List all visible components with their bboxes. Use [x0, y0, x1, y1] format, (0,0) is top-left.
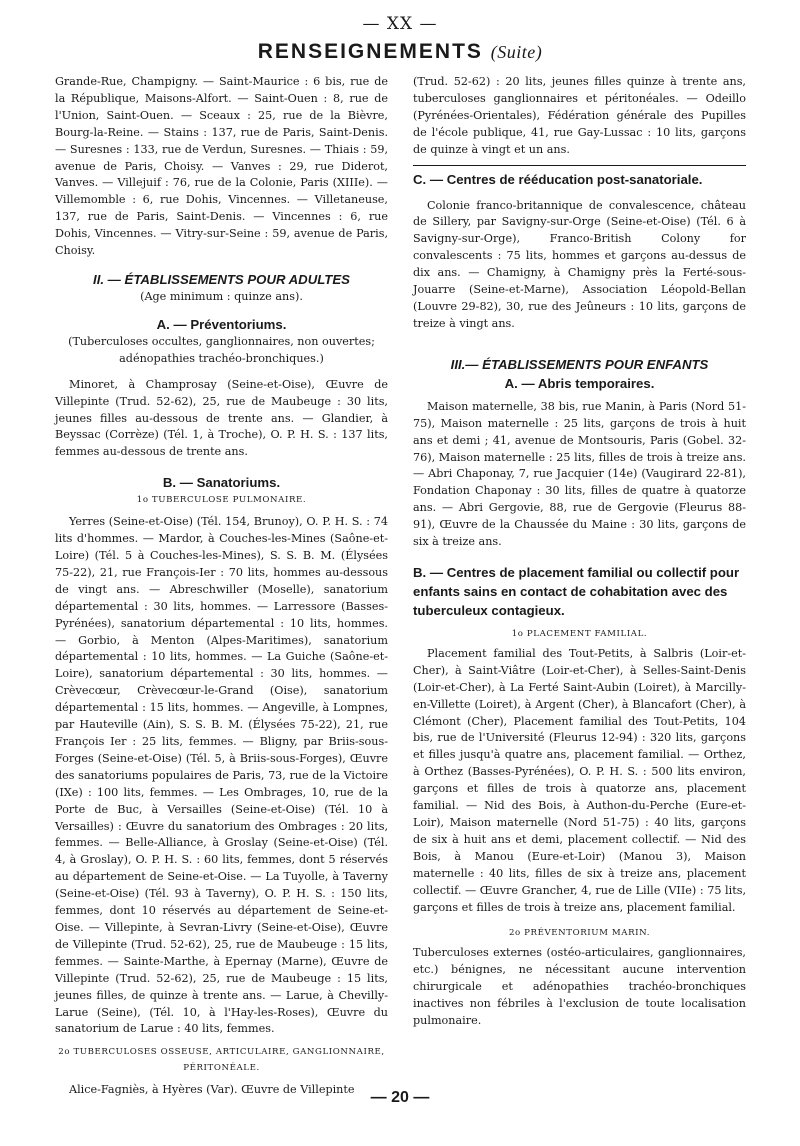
- reeducation-text: Colonie franco-britannique de convalescence, château de Sillery, par Savigny-sur-Orge (Seine-et-Oise) (Tél. 6 à Savigny-sur-Orge), Franco-British Colony for convalescents : 75 lits, hommes et garçons au-dessus de dix ans. — Chamigny, à Chamigny près la Ferté-sous-Jouarre (Seine-et-Marne), Association Léopold-Bellan (Louvre 29-82), 30, rue des Jeûneurs : 10 lits, garçons de treize à vingt ans.: [413, 198, 746, 330]
- placement-familial-caption: 1o PLACEMENT FAMILIAL.: [511, 628, 648, 639]
- title-suite: (Suite): [490, 42, 543, 62]
- sanatoriums-text: Yerres (Seine-et-Oise) (Tél. 154, Brunoy), O. P. H. S. : 74 lits d'hommes. — Mardor, à Couches-les-Mines (Saône-et-Loire) (Tél. 5 à Couches-les-Mines), S. S. B. M. (Élysées 75-22), 21, rue François-Ier : 70 lits, hommes au-dessous de vingt ans. — Abreschwiller (Moselle), sanatorium départemental : 30 lits, hommes. — Larressore (Basses-Pyrénées), sanatorium départemental : 10 lits, hommes. — Gorbio, à Menton (Alpes-Maritimes), sanatorium départemental : 10 lits, hommes. — La Guiche (Saône-et-Loire), sanatorium départemental : 30 lits, hommes. — Crèvecœur, Crèvecœur-le-Grand (Oise), sanatorium départemental : 15 lits, hommes. — Angeville, à Lompnes, par Hauteville (Ain), S. S. B. M. (Élysées 75-22), 21, rue François Ier : 25 lits, femmes. — Bligny, par Briis-sous-Forges (Seine-et-Oise) (Tél. 5, à Briis-sous-Forges), Œuvre des sanatoriums populaires de Paris, 73, rue de la Victoire (IXe) : 100 lits, femmes. — Les Ombrages, 10, rue de la Porte de Buc, à Versailles (Seine-et-Oise) (Tél. 10 à Versailles) : Œuvre du sanatorium des Ombrages : 20 lits, femmes. — Belle-Alliance, à Groslay (Seine-et-Oise) (Tél. 4, à Groslay), O. P. H. S. : 60 lits, femmes, dont 5 réservés au département de Seine-et-Oise. — La Tuyolle, à Taverny (Seine-et-Oise) (Tél. 93 à Taverny), O. P. H. S. : 150 lits, femmes, dont 10 réservés au département de Seine-et-Oise. — Villepinte, à Sevran-Livry (Seine-et-Oise), Œuvre de Villepinte (Trud. 52-62), 25, rue de Maubeuge : 15 lits, femmes. — Sainte-Marthe, à Epernay (Marne), Œuvre de Villepinte (Trud. 52-62), 25, rue de Maubeuge : 15 lits, jeunes filles, de quinze à trente ans. — Larue, à Chevilly-Larue (Seine), (Tél. 10, à l'Hay-les-Roses), Œuvre du sanatorium de Larue : 40 lits, femmes.: [55, 515, 388, 1036]
- tuberculose-pulmonaire-caption: 1o TUBERCULOSE PULMONAIRE.: [136, 495, 307, 506]
- reeducation-heading: C. — Centres de rééducation post-sanatoriale.: [413, 171, 703, 187]
- title-main: RENSEIGNEMENTS: [257, 40, 483, 63]
- preventoriums-text: Minoret, à Champrosay (Seine-et-Oise), Œuvre de Villepinte (Trud. 52-62), 25, rue de Maubeuge : 30 lits, jeunes filles au-dessous de trente ans. — Glandier, à Beyssac (Corrèze) (Tél. 1, à Troche), O. P. H. S. : 137 lits, femmes au-dessous de trente ans.: [55, 377, 388, 459]
- roman-page-number: — XX —: [362, 14, 438, 34]
- section-ii-heading: II. — ÉTABLISSEMENTS POUR ADULTES: [93, 271, 350, 287]
- tuberculoses-osseuse-caption: 2o TUBERCULOSES OSSEUSE, ARTICULAIRE, GANGLIONNAIRE, PÉRITONÉALE.: [58, 1047, 385, 1074]
- abris-heading: A. — Abris temporaires.: [504, 375, 655, 391]
- page-title: [0, 40, 800, 64]
- preventoriums-note: (Tuberculoses occultes, ganglionnaires, non ouvertes; adénopathies trachéo-bronchiques.): [68, 334, 375, 365]
- page-number: — 20 —: [370, 1089, 430, 1106]
- continuation-paragraph: (Trud. 52-62) : 20 lits, jeunes filles quinze à trente ans, tuberculoses ganglionnaires et péritonéales. — Odeillo (Pyrénées-Orientales), Fédération générale des Pupilles de l'école publique, 41, rue Gay-Lussac : 10 lits, garçons de quinze à vingt et un ans.: [413, 75, 746, 156]
- preventorium-marin-caption: 2o PRÉVENTORIUM MARIN.: [508, 928, 651, 939]
- placement-familial-text: Placement familial des Tout-Petits, à Salbris (Loir-et-Cher), à Saint-Viâtre (Loir-et-Cher), à Selles-Saint-Denis (Loir-et-Cher), à La Ferté Saint-Aubin (Loiret), à Marcilly-en-Villette (Loiret), à Argent (Cher), à Blancafort (Cher), à Clémont (Cher), Placement familial des Tout-Petits, 104 bis, rue de l'Université (Fleurus 12-94) : 320 lits, garçons et filles jusqu'à quatre ans, placement familial. — Orthez, à Orthez (Basses-Pyrénées), O. P. H. S. : 500 lits environ, garçons et filles de trois à quatorze ans, placement familial. — Nid des Bois, à Authon-du-Perche (Eure-et-Loir), Maison maternelle (Nord 51-75) : 40 lits, garçons de six à huit ans et demi, placement collectif. — Nid des Bois, à Manou (Eure-et-Loir) (Manou 3), Maison maternelle : 40 lits, filles de six à treize ans, placement collectif. — Œuvre Grancher, 4, rue de Lille (VIIe) : 75 lits, garçons et filles de trois à treize ans, placement familial.: [413, 646, 746, 914]
- placement-heading: B. — Centres de placement familial ou collectif pour enfants sains en contact de cohabitation avec des tuberculeux contagieux.: [413, 564, 740, 618]
- left-column: [55, 74, 388, 1097]
- abris-text: Maison maternelle, 38 bis, rue Manin, à Paris (Nord 51-75), Maison maternelle : 25 lits, garçons de trois à huit ans et demi ; 41, avenue de Montsouris, Paris (Gobel. 32-76), Maison maternelle : 25 lits, filles de trois à treize ans. — Abri Chaponay, 7, rue Jacquier (14e) (Vaugirard 22-81), Fondation Chaponay : 30 lits, filles de quatre à quatorze ans. — Abri Gergovie, 88, rue de Gergovie (Fleurus 88-91), Œuvre de la Chaussée du Maine : 30 lits, garçons de six à treize ans.: [413, 399, 746, 549]
- preventorium-marin-text: Tuberculoses externes (ostéo-articulaires, ganglionnaires, etc.) bénignes, ne nécessitant aucune intervention chirurgicale et adénopathies trachéo-bronchiques inactives non fébriles à l'exclusion de toute localisation pulmonaire.: [413, 946, 746, 1028]
- right-column: [413, 74, 746, 1084]
- section-ii-subheading: (Age minimum : quinze ans).: [140, 289, 303, 303]
- sanatoriums-heading: B. — Sanatoriums.: [162, 475, 281, 491]
- divider: [413, 165, 746, 166]
- section-iii-heading: III.— ÉTABLISSEMENTS POUR ENFANTS: [450, 356, 709, 372]
- alice-fagnies-text: Alice-Fagniès, à Hyères (Var). Œuvre de Villepinte: [69, 1083, 355, 1097]
- preventoriums-heading: A. — Préventoriums.: [156, 316, 287, 332]
- intro-paragraph: Grande-Rue, Champigny. — Saint-Maurice : 6 bis, rue de la République, Maisons-Alfort. — Saint-Ouen : 8, rue de l'Union, Saint-Ouen. — Sceaux : 25, rue de la Bièvre, Bourg-la-Reine. — Stains : 137, rue de Paris, Saint-Denis. — Suresnes : 133, rue de Verdun, Suresnes. — Thiais : 59, avenue de Paris, Choisy. — Vanves : 29, rue Diderot, Vanves. — Villejuif : 76, rue de la Colonie, Paris (XIIIe). — Villemomble : 6, rue Dohis, Vincennes. — Villetaneuse, 137, rue de Paris, Saint-Denis. — Vincennes : 6, rue Dohis, Vincennes. — Vitry-sur-Seine : 59, avenue de Paris, Choisy.: [55, 75, 388, 258]
